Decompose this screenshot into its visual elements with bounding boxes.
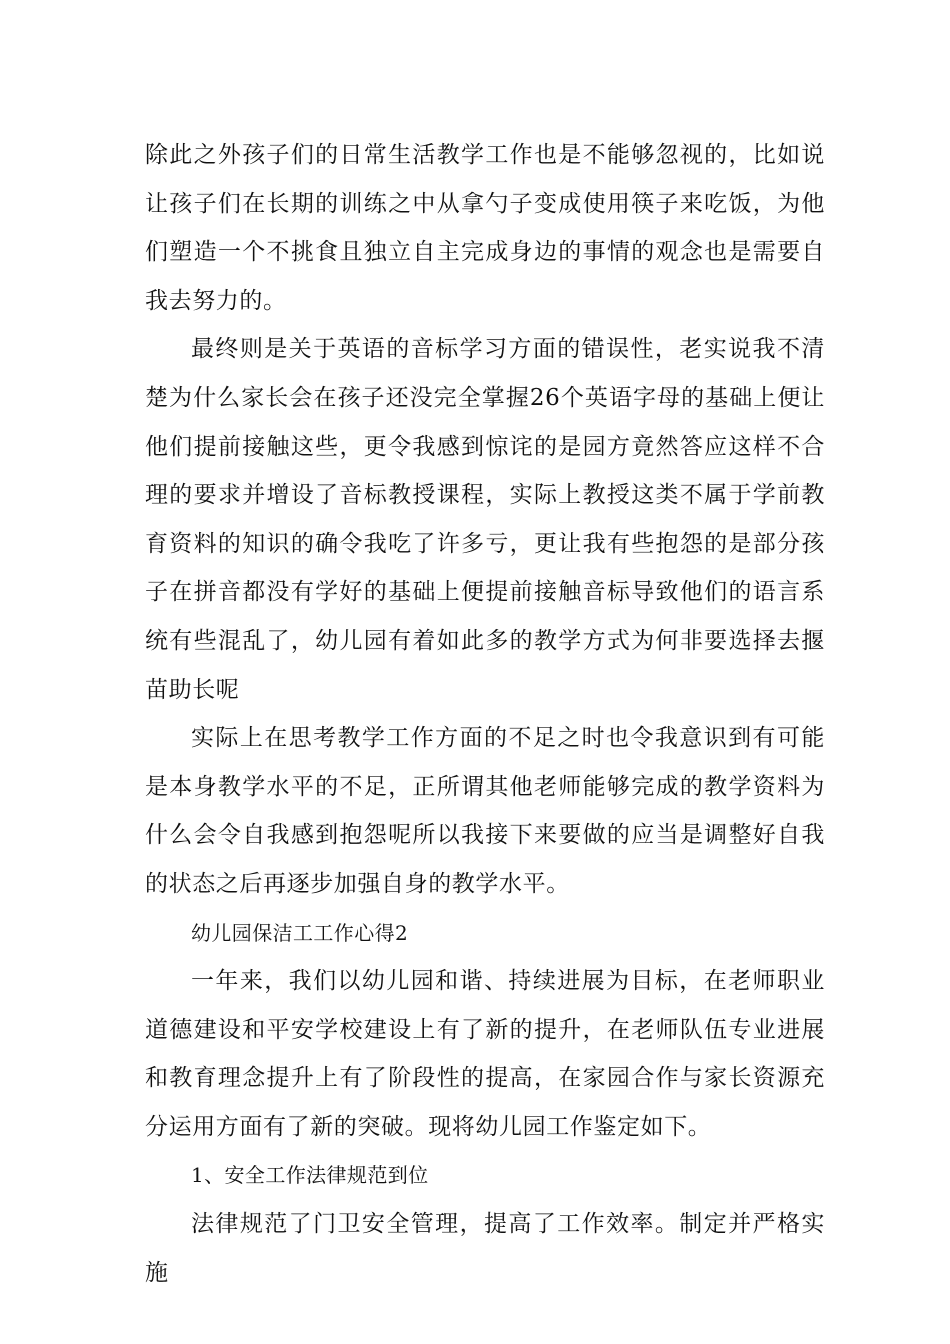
paragraph-reflection: 实际上在思考教学工作方面的不足之时也令我意识到有可能是本身教学水平的不足，正所谓其他老师能够完成的教学资料为什么会令自我感到抱怨呢所以我接下来要做的应当是调整好自我的状态之后再逐步加强自身的教学水平。 (145, 725, 825, 897)
document-body (145, 131, 825, 1297)
subheading-safety: 1、安全工作法律规范到位 (191, 1163, 429, 1188)
paragraph-safety: 法律规范了门卫安全管理，提高了工作效率。制定并严格实施 (145, 1211, 825, 1286)
paragraph-year-summary: 一年来，我们以幼儿园和谐、持续进展为目标，在老师职业道德建设和平安学校建设上有了新的提升，在老师队伍专业进展和教育理念提升上有了阶段性的提高，在家园合作与家长资源充分运用方面有了新的突破。现将幼儿园工作鉴定如下。 (145, 968, 825, 1140)
section-title: 幼儿园保洁工工作心得2 (191, 920, 409, 945)
paragraph-phonetics: 最终则是关于英语的音标学习方面的错误性，老实说我不清楚为什么家长会在孩子还没完全掌握26个英语字母的基础上便让他们提前接触这些，更令我感到惊诧的是园方竟然答应这样不合理的要求并增设了音标教授课程，实际上教授这类不属于学前教育资料的知识的确令我吃了许多亏，更让我有些抱怨的是部分孩子在拼音都没有学好的基础上便提前接触音标导致他们的语言系统有些混乱了，幼儿园有着如此多的教学方式为何非要选择去揠苗助长呢 (145, 336, 825, 703)
paragraph-daily-life: 除此之外孩子们的日常生活教学工作也是不能够忽视的，比如说让孩子们在长期的训练之中从拿勺子变成使用筷子来吃饭，为他们塑造一个不挑食且独立自主完成身边的事情的观念也是需要自我去努力的。 (145, 142, 825, 314)
